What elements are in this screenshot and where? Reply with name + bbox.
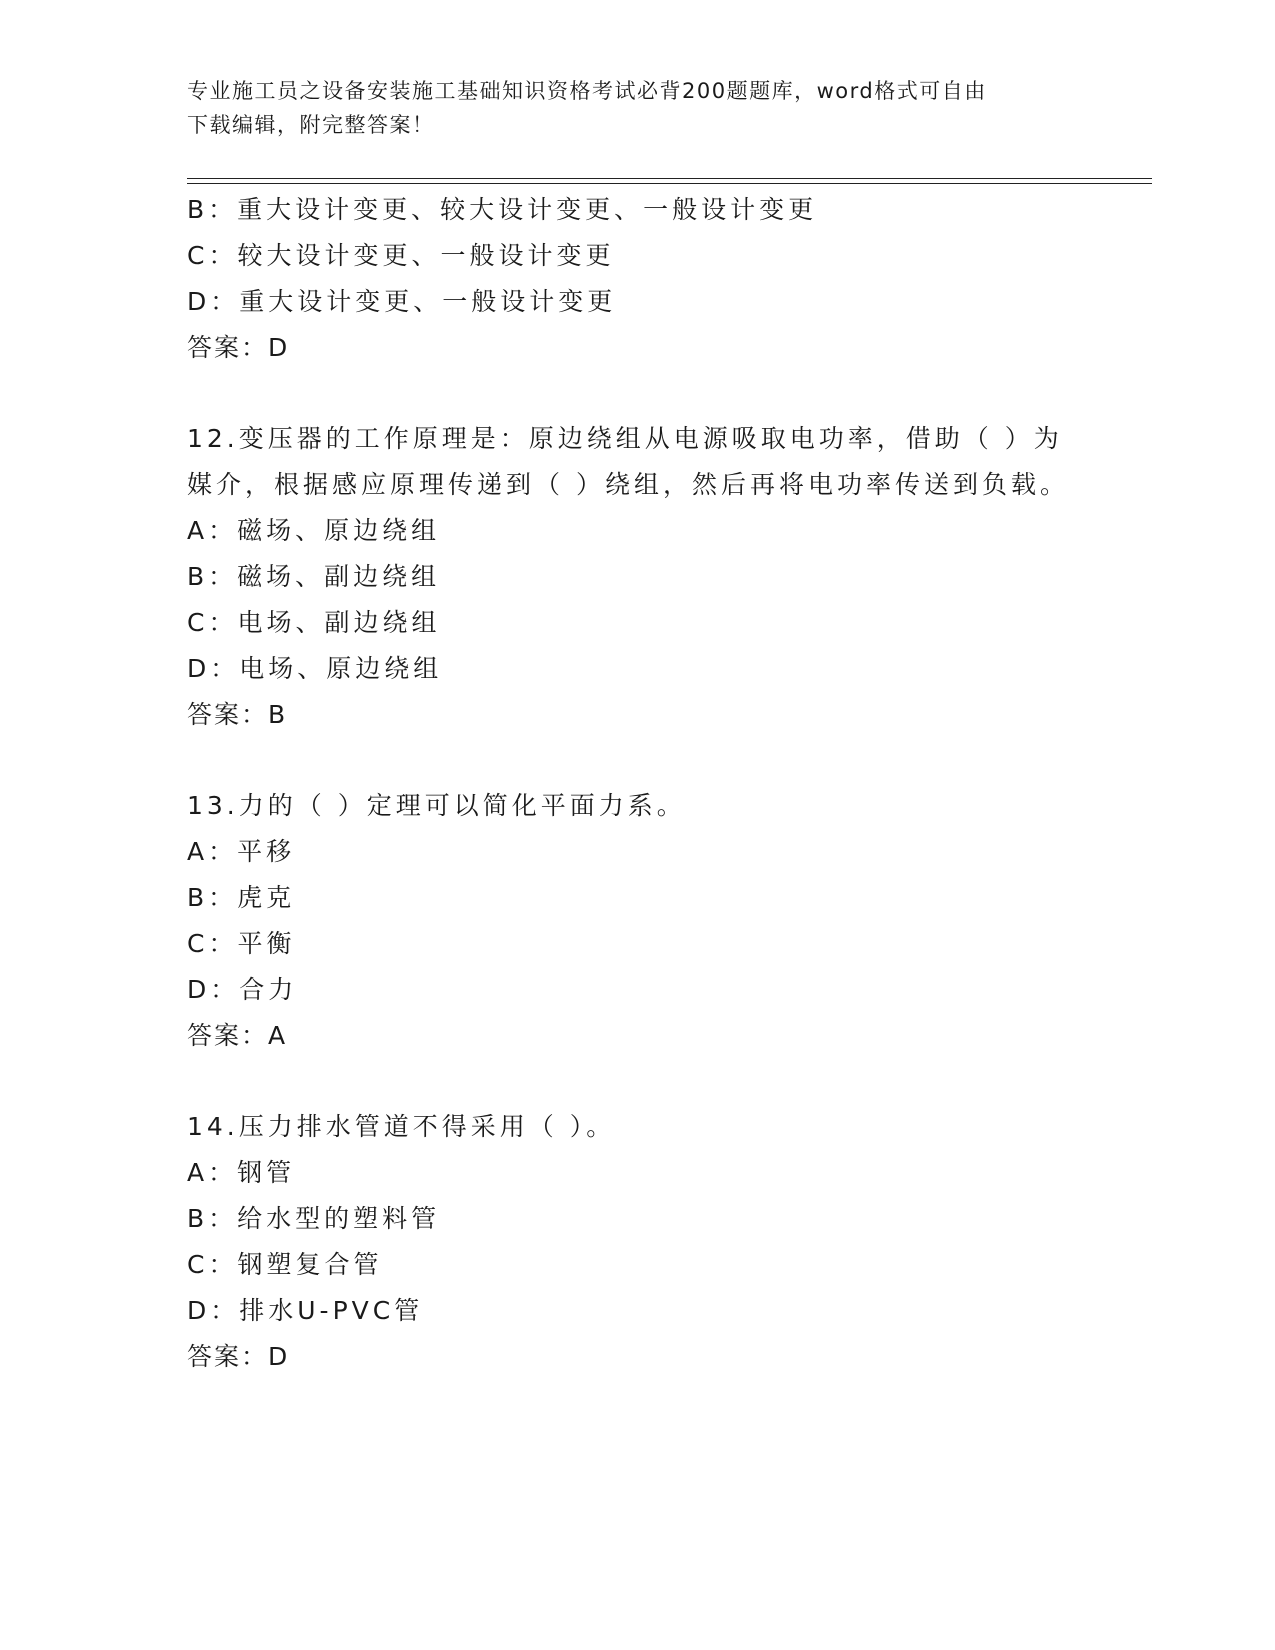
option-d: D：排水U-PVC管 — [187, 1296, 424, 1325]
header-divider-bottom — [187, 183, 1152, 184]
question-text-line: 13.力的（ ）定理可以简化平面力系。 — [187, 791, 686, 820]
question-block-14 — [187, 1104, 1087, 1380]
header-line-2: 下载编辑，附完整答案！ — [187, 113, 435, 137]
option-d: D：合力 — [187, 975, 298, 1004]
option-b: B：给水型的塑料管 — [187, 1204, 441, 1233]
answer-line: 答案：D — [187, 1342, 290, 1371]
answer-line: 答案：D — [187, 333, 290, 362]
option-d: D：重大设计变更、一般设计变更 — [187, 287, 617, 316]
question-content — [187, 187, 1087, 1380]
option-a: A：磁场、原边绕组 — [187, 516, 441, 545]
header-divider-top — [187, 178, 1152, 179]
question-block-12 — [187, 416, 1087, 738]
answer-line: 答案：A — [187, 1021, 288, 1050]
header-line-1: 专业施工员之设备安装施工基础知识资格考试必背200题题库，word格式可自由 — [187, 79, 987, 103]
option-a: A：平移 — [187, 837, 296, 866]
answer-line: 答案：B — [187, 700, 288, 729]
question-text-line: 14.压力排水管道不得采用（ ）。 — [187, 1112, 616, 1141]
prev-question-block — [187, 187, 1087, 371]
option-b: B：虎克 — [187, 883, 296, 912]
option-a: A：钢管 — [187, 1158, 296, 1187]
question-block-13 — [187, 783, 1087, 1059]
option-b: B：磁场、副边绕组 — [187, 562, 441, 591]
question-text-line: 12.变压器的工作原理是：原边绕组从电源吸取电功率，借助（ ）为 — [187, 424, 1063, 453]
option-d: D：电场、原边绕组 — [187, 654, 443, 683]
option-b: B：重大设计变更、较大设计变更、一般设计变更 — [187, 195, 818, 224]
option-c: C：较大设计变更、一般设计变更 — [187, 241, 615, 270]
document-header — [187, 74, 1067, 142]
option-c: C：电场、副边绕组 — [187, 608, 441, 637]
question-text-line: 媒介，根据感应原理传递到（ ）绕组，然后再将电功率传送到负载。 — [187, 470, 1069, 499]
option-c: C：平衡 — [187, 929, 296, 958]
option-c: C：钢塑复合管 — [187, 1250, 383, 1279]
